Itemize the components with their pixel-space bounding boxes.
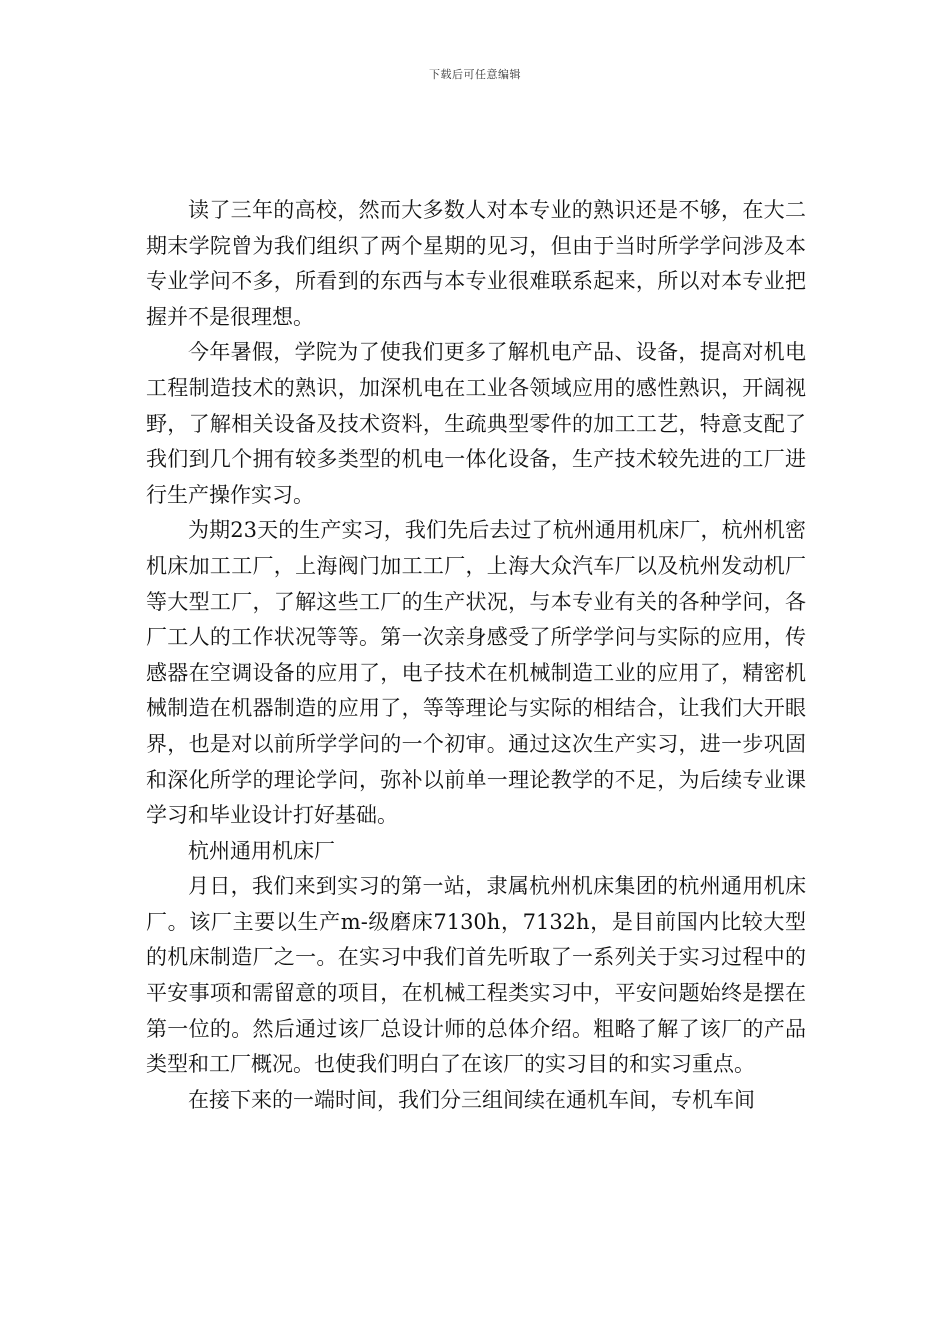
- section-heading-factory: 杭州通用机床厂: [188, 838, 335, 863]
- page-header: 下载后可任意编辑: [429, 68, 521, 81]
- paragraph-summer-arrangement: 今年暑假，学院为了使我们更多了解机电产品、设备，提高对机电工程制造技术的熟识，加深机电在工业各领域应用的感性熟识，开阔视野，了解相关设备及技术资料，生疏典型零件的加工工艺，特意支配了我们到几个拥有较多类型的机电一体化设备，生产技术较先进的工厂进行生产操作实习。: [146, 340, 806, 507]
- document-body: [146, 193, 806, 1118]
- paragraph-intro: 读了三年的高校，然而大多数人对本专业的熟识还是不够，在大二期末学院曾为我们组织了两个星期的见习，但由于当时所学学问涉及本专业学问不多，所看到的东西与本专业很难联系起来，所以对本专业把握并不是很理想。: [146, 198, 806, 329]
- paragraph-first-stop: 月日，我们来到实习的第一站，隶属杭州机床集团的杭州通用机床厂。该厂主要以生产m-级磨床7130h，7132h，是目前国内比较大型的机床制造厂之一。在实习中我们首先听取了一系列关于实习过程中的平安事项和需留意的项目，在机械工程类实习中，平安问题始终是摆在第一位的。然后通过该厂总设计师的总体介绍。粗略了解了该厂的产品类型和工厂概况。也使我们明白了在该厂的实习目的和实习重点。: [146, 874, 806, 1077]
- paragraph-workshops: 在接下来的一端时间，我们分三组间续在通机车间，专机车间: [188, 1087, 755, 1112]
- paragraph-internship-overview: 为期23天的生产实习，我们先后去过了杭州通用机床厂，杭州机密机床加工工厂，上海阀门加工工厂，上海大众汽车厂以及杭州发动机厂等大型工厂，了解这些工厂的生产状况，与本专业有关的各种学问，各厂工人的工作状况等等。第一次亲身感受了所学学问与实际的应用，传感器在空调设备的应用了，电子技术在机械制造工业的应用了，精密机械制造在机器制造的应用了，等等理论与实际的相结合，让我们大开眼界，也是对以前所学学问的一个初审。通过这次生产实习，进一步巩固和深化所学的理论学问，弥补以前单一理论教学的不足，为后续专业课学习和毕业设计打好基础。: [146, 518, 806, 828]
